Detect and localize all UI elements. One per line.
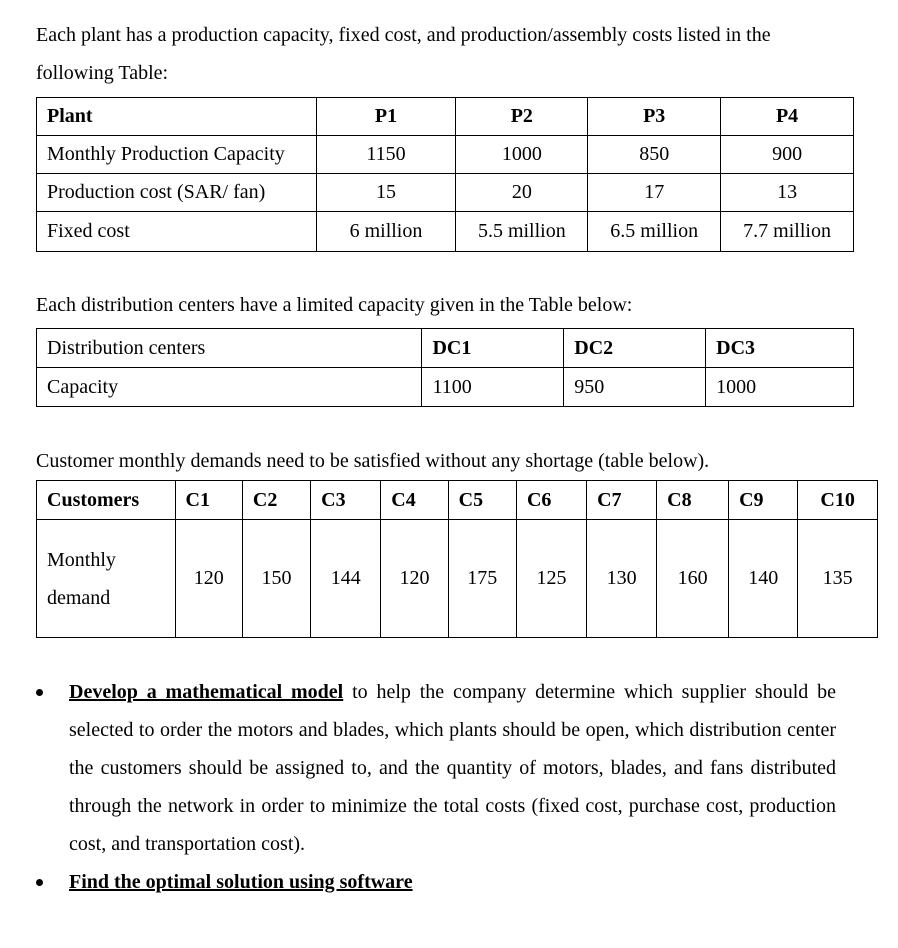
dc-cell: 1100 [422,368,564,407]
plant-cell: 6 million [316,212,456,252]
plant-cell: 20 [456,174,588,212]
task-item [36,673,836,863]
dc-intro-text: Each distribution centers have a limited capacity given in the Table below: [36,294,633,316]
plant-cell: 6.5 million [588,212,721,252]
customer-header-label: Customers [37,481,176,520]
plant-row-label: Fixed cost [37,212,317,252]
plant-cell: 17 [588,174,721,212]
task-lead: Find the optimal solution using software [69,871,413,893]
demand-cell: 120 [381,520,448,638]
plant-header-label: Plant [37,98,317,136]
plant-header-p3: P3 [588,98,721,136]
plant-cell: 850 [588,136,721,174]
dc-header-label: Distribution centers [37,329,422,368]
demand-cell: 175 [448,520,516,638]
dc-header-dc1: DC1 [422,329,564,368]
customer-header: C5 [448,481,516,520]
customer-header: C6 [516,481,586,520]
plant-cell: 13 [721,174,854,212]
demand-cell: 120 [175,520,242,638]
plant-table [36,97,854,252]
customer-intro-text: Customer monthly demands need to be satisfied without any shortage (table below). [36,450,710,472]
customer-header: C7 [587,481,657,520]
plant-cell: 900 [721,136,854,174]
task-list [36,673,836,901]
demand-cell: 160 [657,520,729,638]
customer-row-label: Monthly demand [37,520,176,638]
customer-header: C8 [657,481,729,520]
plant-cell: 1150 [316,136,456,174]
task-text: to help the company determine which supplier should be selected to order the motors and blades, which plants should be open, which distribution center the customers should be assigned to, and the quantity of motors, blades, and fans distributed through the network in order to minimize the total costs (fixed cost, purchase cost, production cost, and transportation cost). [69,681,836,855]
plant-cell: 1000 [456,136,588,174]
plant-header-p1: P1 [316,98,456,136]
plant-row-label: Monthly Production Capacity [37,136,317,174]
customer-header: C4 [381,481,448,520]
bullet-icon [36,879,43,886]
demand-cell: 135 [798,520,878,638]
customer-header: C10 [798,481,878,520]
dc-header-dc2: DC2 [564,329,706,368]
plant-header-p2: P2 [456,98,588,136]
plant-cell: 15 [316,174,456,212]
dc-cell: 1000 [706,368,854,407]
customer-header: C3 [311,481,381,520]
demand-cell: 130 [587,520,657,638]
dc-table [36,328,854,407]
plant-intro-text: Each plant has a production capacity, fixed cost, and production/assembly costs listed in the following Table: [36,24,771,84]
dc-cell: 950 [564,368,706,407]
customer-header: C9 [729,481,798,520]
dc-header-dc3: DC3 [706,329,854,368]
plant-row-label: Production cost (SAR/ fan) [37,174,317,212]
demand-cell: 140 [729,520,798,638]
plant-cell: 7.7 million [721,212,854,252]
customer-header: C1 [175,481,242,520]
plant-cell: 5.5 million [456,212,588,252]
task-item [36,863,836,901]
customer-table [36,480,878,638]
plant-header-p4: P4 [721,98,854,136]
customer-header: C2 [242,481,310,520]
task-lead: Develop a mathematical model [69,681,344,703]
dc-row-label: Capacity [37,368,422,407]
demand-cell: 125 [516,520,586,638]
demand-cell: 150 [242,520,310,638]
demand-cell: 144 [311,520,381,638]
bullet-icon [36,689,43,696]
